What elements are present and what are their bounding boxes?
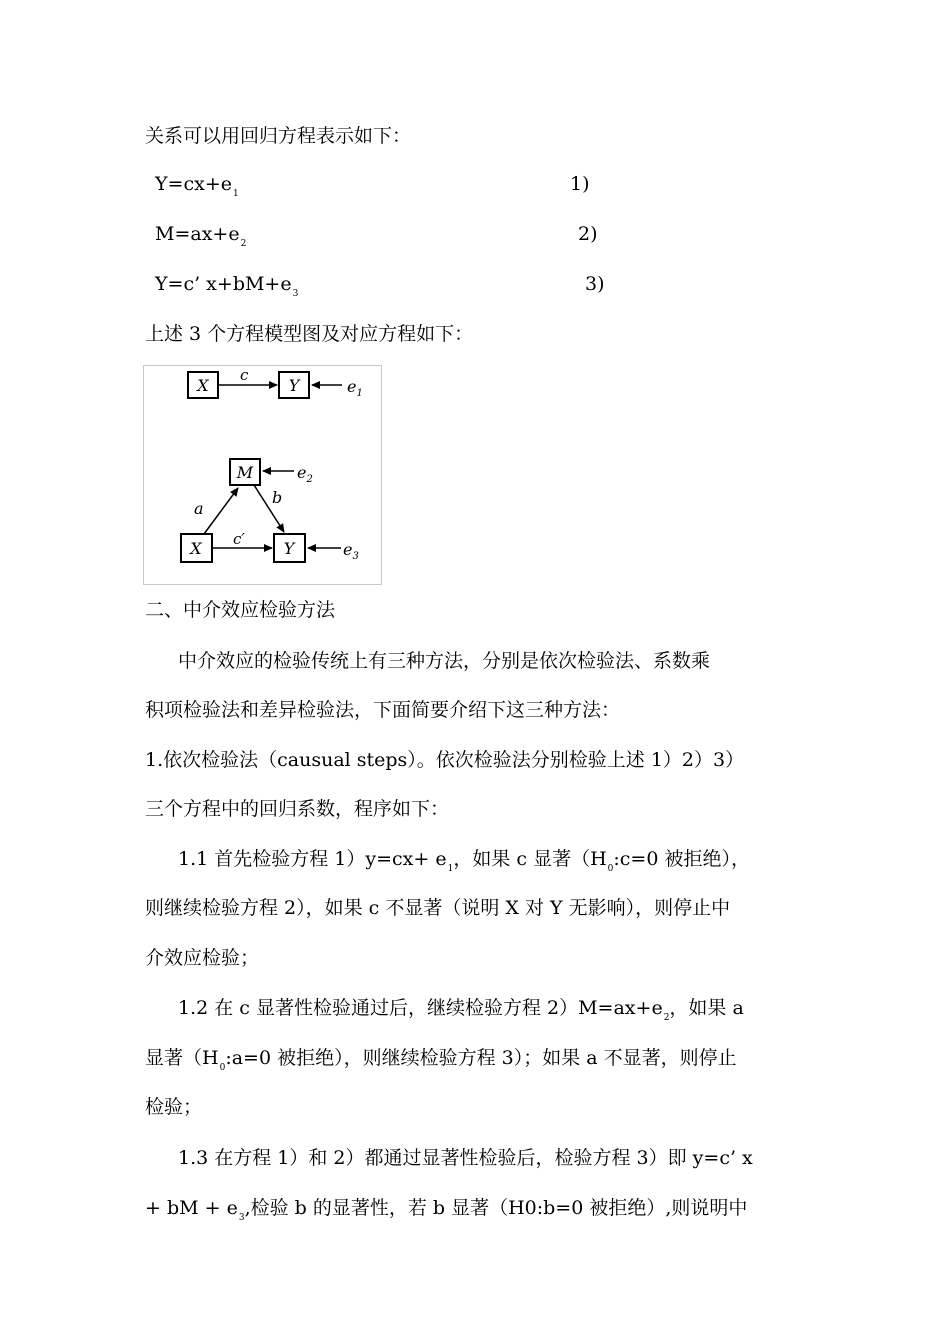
paragraph-1-line-1: 中介效应的检验传统上有三种方法，分别是依次检验法、系数乘	[178, 650, 711, 672]
node-x-top-label: X	[197, 376, 209, 395]
step-1-2-line-1: 1.2 在 c 显著性检验通过后，继续检验方程 $2)M=ax+e_2$，如果 a	[178, 997, 744, 1023]
equation-3-number: 3)	[585, 273, 605, 295]
path-c-label: c	[240, 366, 249, 384]
equation-1: $Y=cx+e_1$	[155, 173, 239, 199]
section-heading: 二、中介效应检验方法	[145, 599, 336, 621]
step-1-1-line-1: 1.1 首先检验方程 $1)y=cx+ e_1$，如果 c 显著（$H_0:c=0$ 被拒绝），	[178, 848, 750, 874]
equation-3: Y=c’ $x+bM+e_3$	[155, 273, 299, 299]
intro-text: 关系可以用回归方程表示如下：	[145, 125, 412, 147]
node-y-top-label: Y	[288, 376, 300, 395]
paragraph-2-line-2: 三个方程中的回归系数，程序如下：	[145, 798, 450, 820]
paragraph-1-line-2: 积项检验法和差异检验法，下面简要介绍下这三种方法：	[145, 699, 621, 721]
step-1-3-line-1: 1.3 在方程 1）和 2）都通过显著性检验后，检验方程 3）即 y=c’ x	[178, 1147, 753, 1169]
step-1-1-line-2: 则继续检验方程 2），如果 c 不显著（说明 X 对 Y 无影响），则停止中	[145, 897, 731, 919]
equation-1-number: 1)	[570, 173, 590, 195]
equation-2: $M=ax+e_2$	[155, 223, 247, 249]
error-e2-label: $e_2$	[297, 463, 313, 485]
node-m-label: M	[236, 463, 254, 482]
error-e3-label: $e_3$	[343, 540, 359, 562]
model-intro-text: 上述 3 个方程模型图及对应方程如下：	[145, 323, 474, 345]
path-b-label: b	[272, 488, 283, 507]
path-a-label: a	[194, 499, 204, 518]
node-x-bottom-label: X	[190, 539, 202, 558]
step-1-1-line-3: 介效应检验；	[145, 947, 260, 969]
path-c-prime-label: c′	[233, 530, 245, 548]
equation-2-number: 2)	[578, 223, 598, 245]
error-e1-label: $e_1$	[347, 377, 363, 399]
mediation-model-diagram	[143, 365, 382, 585]
step-1-2-line-2: 显著（$H_0:a=0$ 被拒绝），则继续检验方程 3）；如果 a 不显著，则停止	[145, 1047, 737, 1073]
paragraph-2-line-1: 1.依次检验法（causual steps）。依次检验法分别检验上述 1）2）3）	[145, 749, 745, 771]
step-1-3-line-2: + bM + $e_3$,检验 b 的显著性，若 b 显著（H0:b=0 被拒绝）,则说明中	[145, 1197, 748, 1223]
node-y-bottom-label: Y	[283, 539, 295, 558]
arrow-a	[204, 488, 238, 534]
step-1-2-line-3: 检验；	[145, 1096, 203, 1118]
